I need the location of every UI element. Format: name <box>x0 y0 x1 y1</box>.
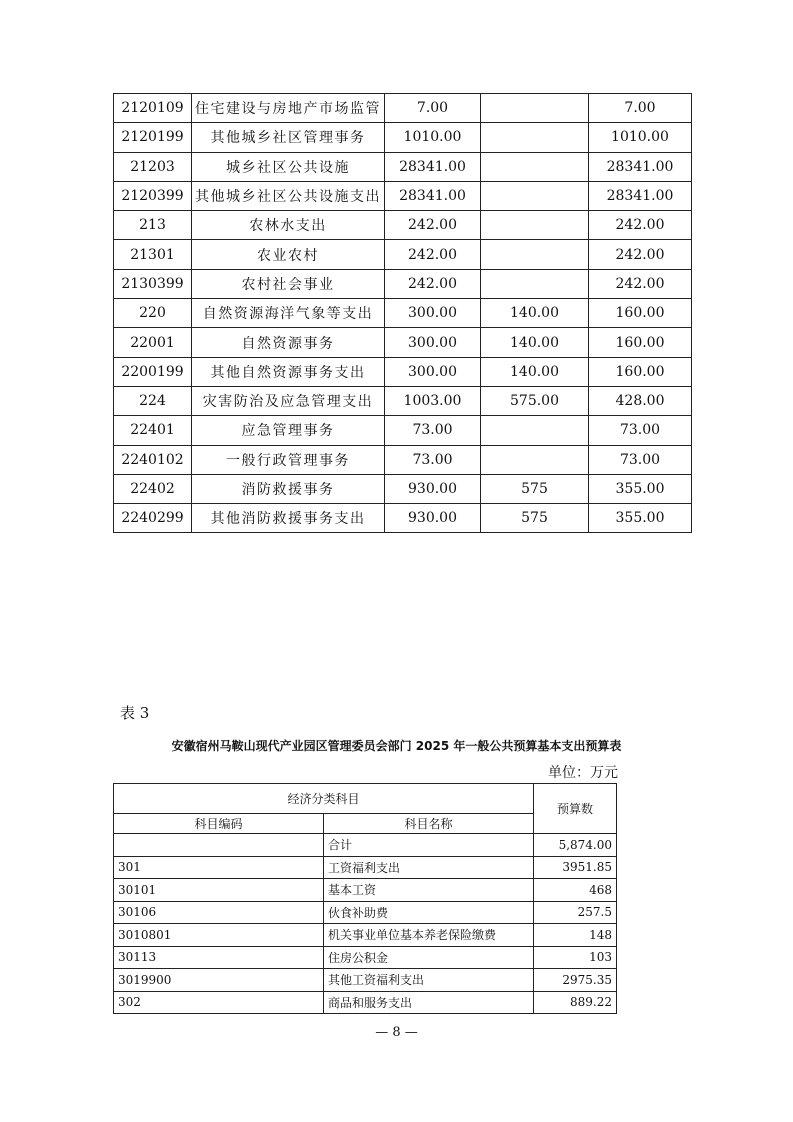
subject-code: 3010801 <box>114 924 324 947</box>
subject-name: 其他城乡社区公共设施支出 <box>192 181 385 210</box>
table-row <box>114 504 692 533</box>
basic-amount: 140.00 <box>481 328 589 357</box>
basic-amount <box>481 123 589 152</box>
project-amount: 73.00 <box>589 445 692 474</box>
total-amount: 300.00 <box>385 299 481 328</box>
table-row <box>114 946 617 969</box>
project-amount: 28341.00 <box>589 152 692 181</box>
table-caption: 表 3 <box>120 704 150 722</box>
subject-name: 机关事业单位基本养老保险缴费 <box>324 924 534 947</box>
table-row <box>114 211 692 240</box>
subject-name: 基本工资 <box>324 879 534 902</box>
subject-code: 213 <box>114 211 192 240</box>
table-row <box>114 416 692 445</box>
subject-code: 30113 <box>114 946 324 969</box>
basic-amount <box>481 211 589 240</box>
header-amount: 预算数 <box>534 784 617 834</box>
subject-name: 住宅建设与房地产市场监管 <box>192 94 385 123</box>
budget-amount: 2975.35 <box>534 969 617 992</box>
table-row <box>114 181 692 210</box>
subject-code: 220 <box>114 299 192 328</box>
project-amount: 355.00 <box>589 474 692 503</box>
subject-name: 城乡社区公共设施 <box>192 152 385 181</box>
subject-name: 一般行政管理事务 <box>192 445 385 474</box>
subject-code: 21203 <box>114 152 192 181</box>
subject-name: 自然资源海洋气象等支出 <box>192 299 385 328</box>
subject-name: 农业农村 <box>192 240 385 269</box>
project-amount: 160.00 <box>589 357 692 386</box>
total-amount: 73.00 <box>385 416 481 445</box>
table-row <box>114 991 617 1014</box>
subject-code: 2120109 <box>114 94 192 123</box>
total-amount: 7.00 <box>385 94 481 123</box>
total-amount: 930.00 <box>385 474 481 503</box>
table-row <box>114 856 617 879</box>
subject-name: 住房公积金 <box>324 946 534 969</box>
table-row <box>114 357 692 386</box>
header-row <box>114 784 617 814</box>
table-row <box>114 299 692 328</box>
table-row <box>114 474 692 503</box>
subject-code: 21301 <box>114 240 192 269</box>
project-amount: 73.00 <box>589 416 692 445</box>
table-row <box>114 240 692 269</box>
total-amount: 930.00 <box>385 504 481 533</box>
total-amount: 300.00 <box>385 357 481 386</box>
total-value: 5,874.00 <box>534 834 617 857</box>
budget-amount: 103 <box>534 946 617 969</box>
subject-code: 30101 <box>114 879 324 902</box>
subject-name: 消防救援事务 <box>192 474 385 503</box>
table-row <box>114 386 692 415</box>
basic-amount <box>481 416 589 445</box>
table-row <box>114 969 617 992</box>
subject-name: 自然资源事务 <box>192 328 385 357</box>
expenditure-table-body <box>114 94 692 533</box>
total-amount: 1010.00 <box>385 123 481 152</box>
total-amount: 28341.00 <box>385 152 481 181</box>
subject-name: 其他消防救援事务支出 <box>192 504 385 533</box>
header-group: 经济分类科目 <box>114 784 534 814</box>
subject-name: 农村社会事业 <box>192 269 385 298</box>
subject-code: 224 <box>114 386 192 415</box>
subject-code: 2120399 <box>114 181 192 210</box>
table-row <box>114 901 617 924</box>
total-amount: 28341.00 <box>385 181 481 210</box>
subject-name: 农林水支出 <box>192 211 385 240</box>
basic-amount: 140.00 <box>481 299 589 328</box>
project-amount: 160.00 <box>589 299 692 328</box>
expenditure-table <box>113 93 692 533</box>
subject-name: 工资福利支出 <box>324 856 534 879</box>
header-name: 科目名称 <box>324 814 534 834</box>
table-row <box>114 152 692 181</box>
basic-amount <box>481 94 589 123</box>
subject-name: 灾害防治及应急管理支出 <box>192 386 385 415</box>
basic-amount <box>481 269 589 298</box>
total-amount: 242.00 <box>385 211 481 240</box>
subject-name: 其他自然资源事务支出 <box>192 357 385 386</box>
subject-code: 2130399 <box>114 269 192 298</box>
basic-amount: 575.00 <box>481 386 589 415</box>
project-amount: 28341.00 <box>589 181 692 210</box>
unit-label: 单位：万元 <box>548 765 618 781</box>
budget-amount: 257.5 <box>534 901 617 924</box>
subject-code: 301 <box>114 856 324 879</box>
budget-amount: 468 <box>534 879 617 902</box>
basic-amount <box>481 240 589 269</box>
table-row <box>114 123 692 152</box>
subject-code: 22402 <box>114 474 192 503</box>
subject-code: 22401 <box>114 416 192 445</box>
basic-amount <box>481 152 589 181</box>
basic-expenditure-table <box>113 783 617 1014</box>
table-row <box>114 328 692 357</box>
subject-code: 30106 <box>114 901 324 924</box>
total-code <box>114 834 324 857</box>
subject-code: 2240102 <box>114 445 192 474</box>
table-row <box>114 269 692 298</box>
subject-code: 2200199 <box>114 357 192 386</box>
project-amount: 7.00 <box>589 94 692 123</box>
subject-code: 3019900 <box>114 969 324 992</box>
total-label: 合计 <box>324 834 534 857</box>
total-row <box>114 834 617 857</box>
total-amount: 1003.00 <box>385 386 481 415</box>
budget-amount: 3951.85 <box>534 856 617 879</box>
subject-name: 其他工资福利支出 <box>324 969 534 992</box>
subject-name: 商品和服务支出 <box>324 991 534 1014</box>
total-amount: 242.00 <box>385 269 481 298</box>
total-amount: 73.00 <box>385 445 481 474</box>
table-row <box>114 445 692 474</box>
basic-amount <box>481 445 589 474</box>
basic-amount: 140.00 <box>481 357 589 386</box>
basic-amount <box>481 181 589 210</box>
project-amount: 242.00 <box>589 269 692 298</box>
basic-amount: 575 <box>481 504 589 533</box>
project-amount: 428.00 <box>589 386 692 415</box>
subject-code: 2240299 <box>114 504 192 533</box>
subject-name: 伙食补助费 <box>324 901 534 924</box>
subject-code: 302 <box>114 991 324 1014</box>
project-amount: 355.00 <box>589 504 692 533</box>
total-amount: 300.00 <box>385 328 481 357</box>
header-code: 科目编码 <box>114 814 324 834</box>
table-title: 安徽宿州马鞍山现代产业园区管理委员会部门 2025 年一般公共预算基本支出预算表 <box>171 739 622 753</box>
project-amount: 160.00 <box>589 328 692 357</box>
table-row <box>114 924 617 947</box>
project-amount: 242.00 <box>589 240 692 269</box>
basic-expenditure-table-body <box>114 784 617 1014</box>
basic-amount: 575 <box>481 474 589 503</box>
project-amount: 242.00 <box>589 211 692 240</box>
table-row <box>114 879 617 902</box>
page-number: — 8 — <box>375 1025 418 1040</box>
budget-amount: 889.22 <box>534 991 617 1014</box>
total-amount: 242.00 <box>385 240 481 269</box>
project-amount: 1010.00 <box>589 123 692 152</box>
subject-name: 其他城乡社区管理事务 <box>192 123 385 152</box>
subject-name: 应急管理事务 <box>192 416 385 445</box>
subject-code: 2120199 <box>114 123 192 152</box>
budget-amount: 148 <box>534 924 617 947</box>
table-row <box>114 94 692 123</box>
subject-code: 22001 <box>114 328 192 357</box>
